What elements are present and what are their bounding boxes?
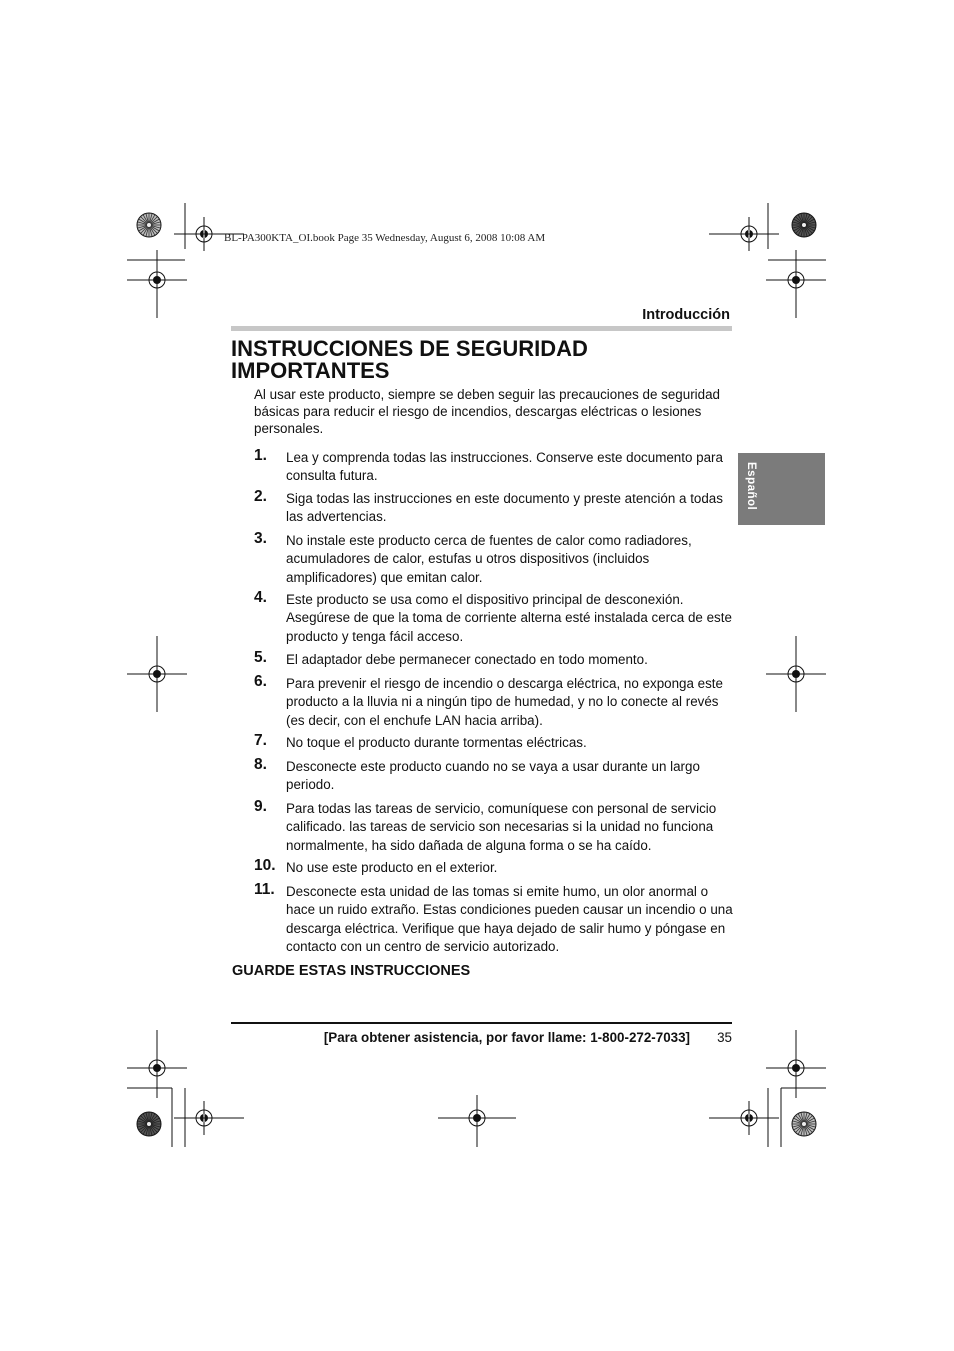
item-text: No instale este producto cerca de fuentes de calor como radiadores, acumuladores de calor, estufas u otros dispositivos (incluidos amplificadores) que emitan calor. xyxy=(286,533,692,585)
closing-heading: GUARDE ESTAS INSTRUCCIONES xyxy=(232,963,471,979)
instruction-item xyxy=(254,651,734,669)
instruction-item xyxy=(254,490,734,527)
item-number: 4. xyxy=(254,589,267,606)
item-number: 5. xyxy=(254,649,267,666)
instruction-item xyxy=(254,800,734,855)
item-text: Para prevenir el riesgo de incendio o descarga eléctrica, no exponga este producto a la lluvia ni a ningún tipo de humedad, y no lo conecte al revés (es decir, con el enchufe LAN hacia arriba). xyxy=(286,676,723,728)
item-number: 2. xyxy=(254,488,267,505)
language-tab-label: Español xyxy=(745,462,757,511)
instruction-item xyxy=(254,675,734,730)
item-text: El adaptador debe permanecer conectado en todo momento. xyxy=(286,652,648,667)
instruction-item xyxy=(254,883,734,957)
item-text: Siga todas las instrucciones en este documento y preste atención a todas las advertencias. xyxy=(286,491,723,525)
header-rule xyxy=(231,326,732,331)
item-number: 11. xyxy=(254,881,275,898)
print-info-line: BL-PA300KTA_OI.book Page 35 Wednesday, August 6, 2008 10:08 AM xyxy=(224,232,546,244)
item-number: 10. xyxy=(254,857,276,874)
page-number: 35 xyxy=(717,1030,732,1045)
color-target-icon xyxy=(137,213,161,237)
item-text: Para todas las tareas de servicio, comuníquese con personal de servicio calificado. las tareas de servicio son necesarias si la unidad no funciona normalmente, ha sido dañada de alguna forma o se ha caído. xyxy=(286,801,717,853)
item-text: Desconecte este producto cuando no se vaya a usar durante un largo periodo. xyxy=(286,759,700,793)
item-number: 1. xyxy=(254,447,267,464)
instruction-item xyxy=(254,591,734,646)
instruction-item xyxy=(254,449,734,486)
item-text: Este producto se usa como el dispositivo principal de desconexión. Asegúrese de que la toma de corriente alterna esté instalada cerca de este producto y tenga fácil acceso. xyxy=(286,592,732,644)
color-target-icon xyxy=(792,213,816,237)
color-target-icon xyxy=(792,1112,816,1136)
item-text: No use este producto en el exterior. xyxy=(286,860,498,875)
item-number: 3. xyxy=(254,530,267,547)
support-phone-note: [Para obtener asistencia, por favor llame: 1-800-272-7033] xyxy=(323,1030,690,1045)
item-text: Desconecte esta unidad de las tomas si emite humo, un olor anormal o hace un ruido extraño. Estas condiciones pueden causar un incendio o una descarga eléctrica. Verifique que haya dejado de salir humo y póngase en contacto con un centro de servicio autorizado. xyxy=(286,884,733,955)
section-header: Introducción xyxy=(642,307,730,323)
intro-paragraph: Al usar este producto, siempre se deben seguir las precauciones de seguridad básicas para reducir el riesgo de incendios, descargas eléctricas o lesiones personales. xyxy=(254,387,720,437)
item-number: 6. xyxy=(254,673,267,690)
item-number: 9. xyxy=(254,798,267,815)
instruction-item xyxy=(254,734,734,752)
item-text: No toque el producto durante tormentas eléctricas. xyxy=(286,735,587,750)
item-number: 8. xyxy=(254,756,267,773)
instruction-item xyxy=(254,532,734,587)
instruction-item xyxy=(254,758,734,795)
item-text: Lea y comprenda todas las instrucciones. Conserve este documento para consulta futura. xyxy=(286,450,723,484)
footer-rule xyxy=(231,1022,732,1024)
page-title: INSTRUCCIONES DE SEGURIDAD IMPORTANTES xyxy=(231,336,588,383)
color-target-icon xyxy=(137,1112,161,1136)
item-number: 7. xyxy=(254,732,267,749)
instruction-item xyxy=(254,859,734,877)
